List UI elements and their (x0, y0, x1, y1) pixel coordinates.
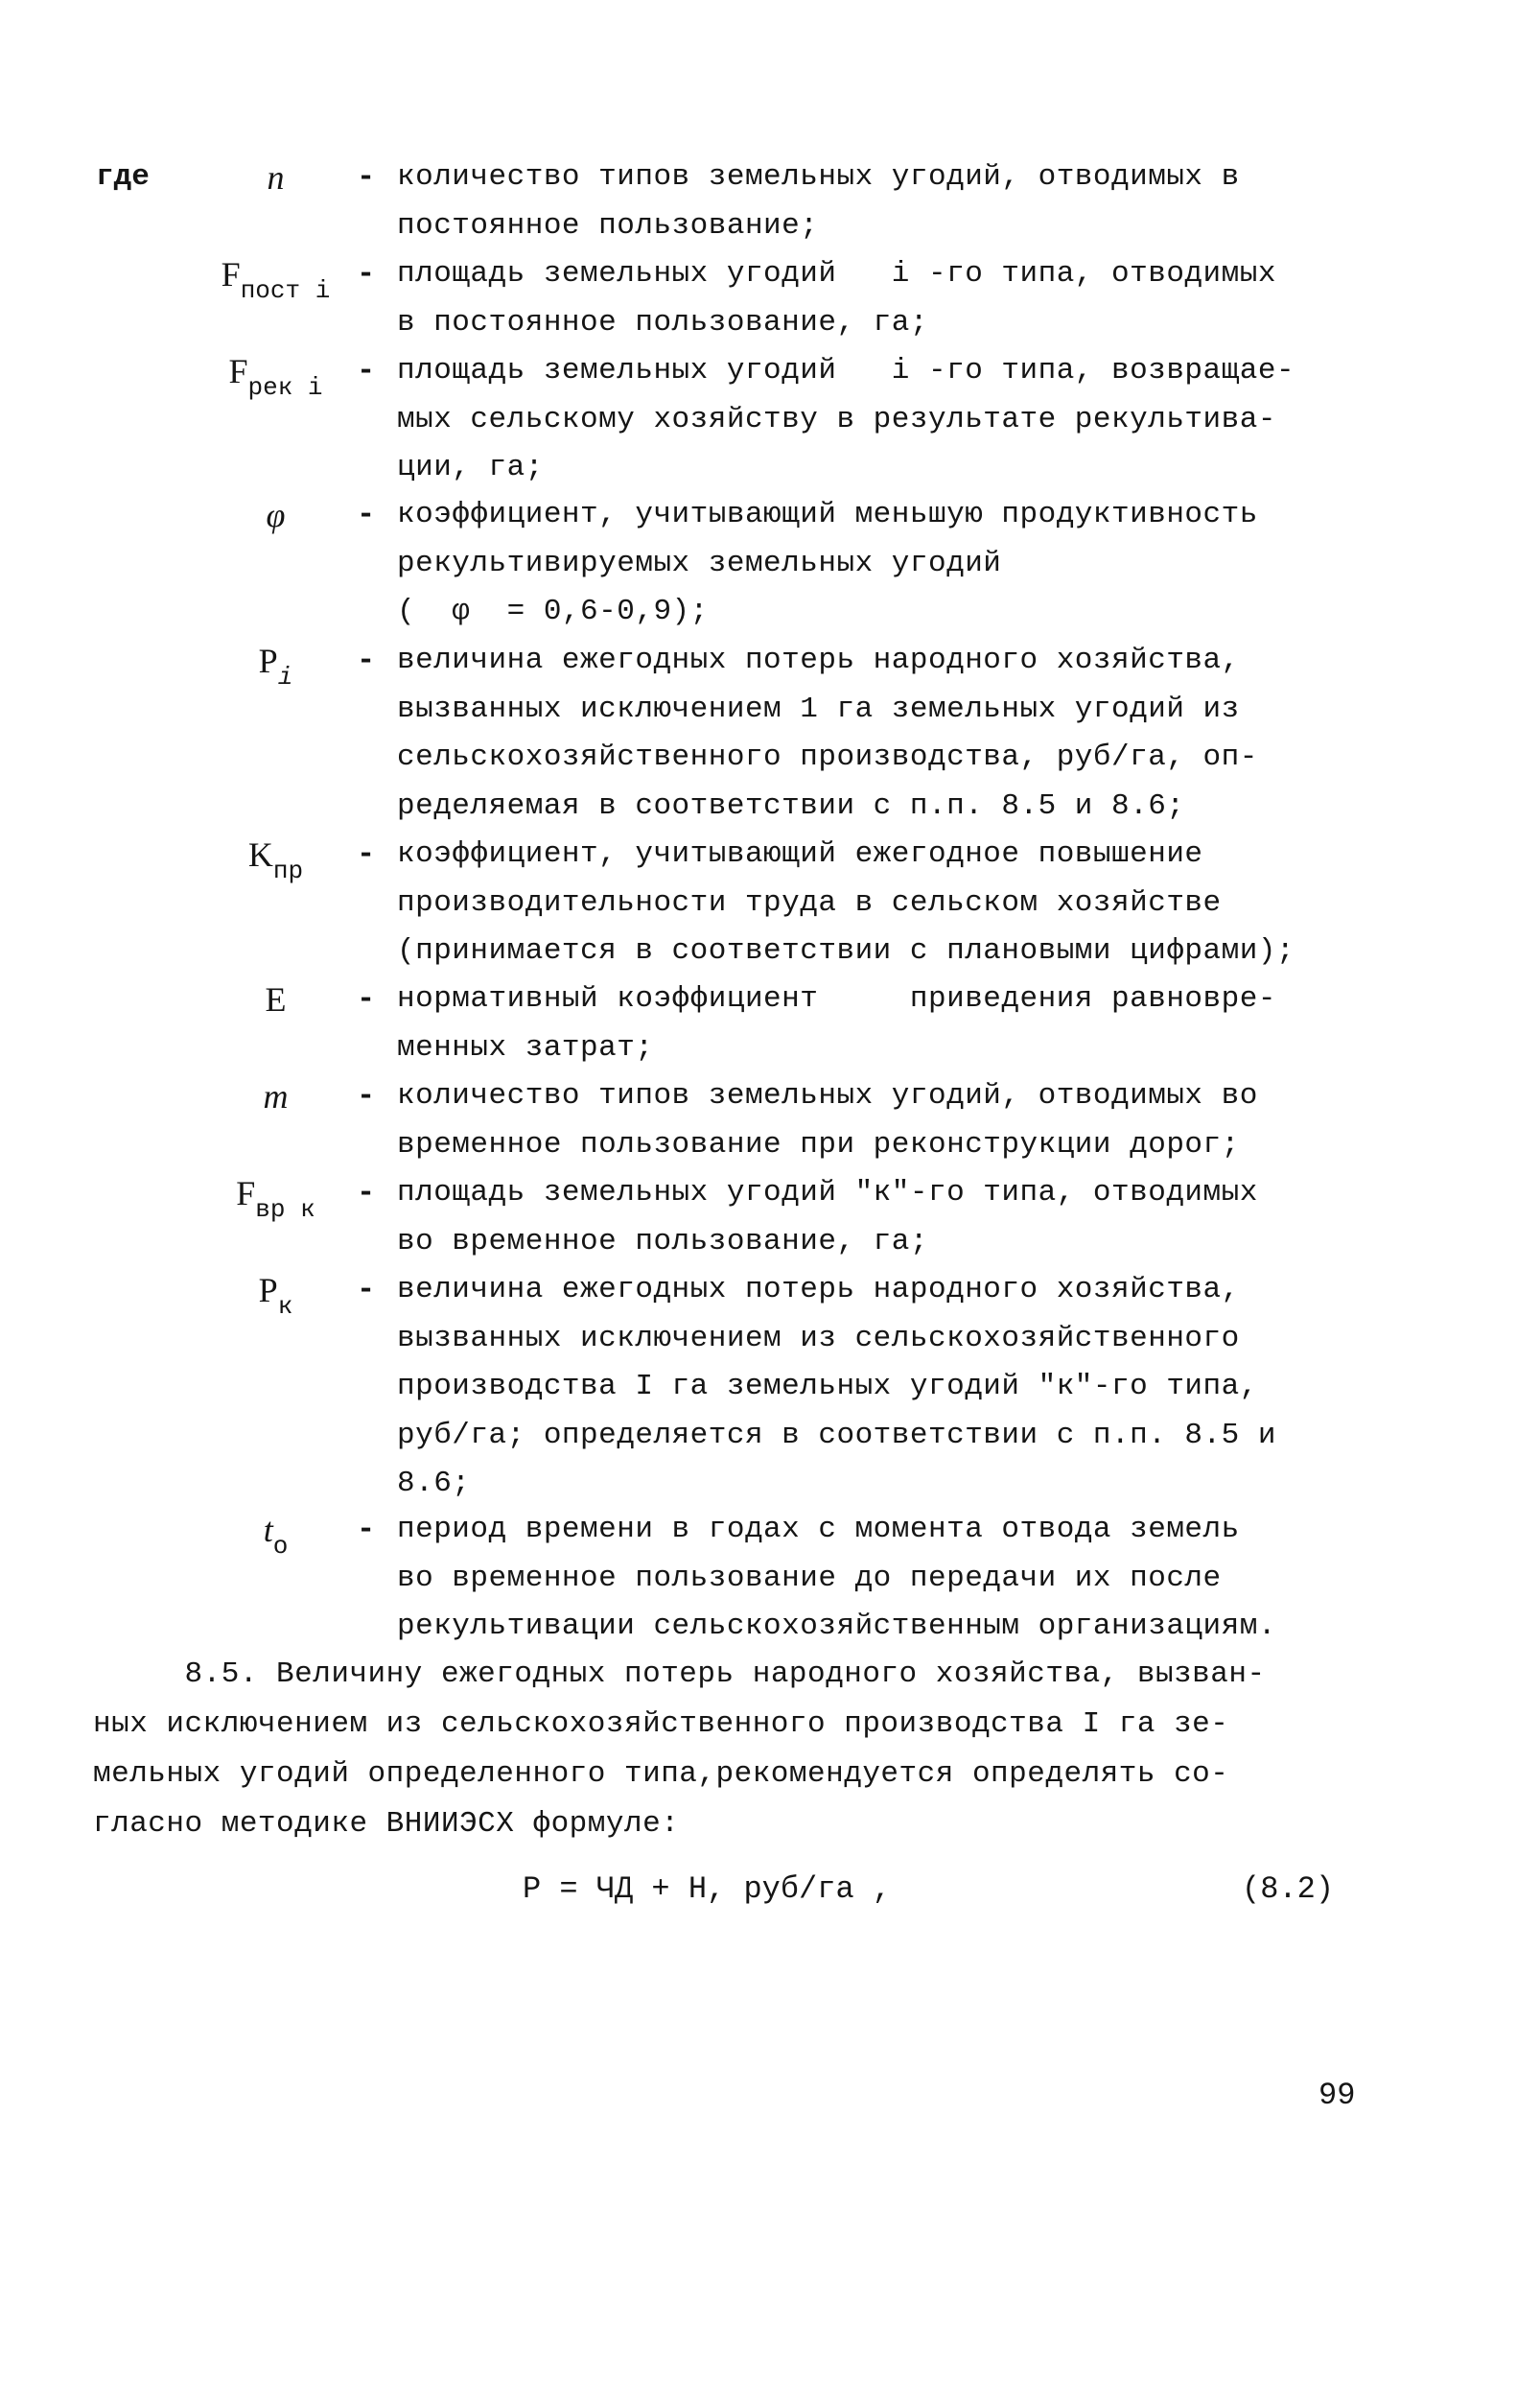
formula-expression: P = ЧД + Н, руб/га , (523, 1871, 892, 1907)
definition-text: величина ежегодных потерь народного хозяйства, вызванных исключением 1 га земельных угодий из сельскохозяйственного производства, руб/га, оп- ределяемая в соответствии с п.п. 8.5 и 8.6; (397, 644, 1258, 823)
definition-dash: - (357, 1272, 376, 1307)
definition-text: площадь земельных угодий i -го типа, отводимых в постоянное пользование, га; (397, 257, 1276, 340)
definition-dash: - (357, 1078, 376, 1114)
definition-text: площадь земельных угодий i -го типа, возвращае- мых сельскому хозяйству в результате рекультива- ции, га; (397, 354, 1295, 484)
definition-text: коэффициент, учитывающий ежегодное повышение производительности труда в сельском хозяйстве (принимается в соответствии с плановыми цифрами); (397, 837, 1295, 968)
definition-text: нормативный коэффициент приведения равновре- менных затрат; (397, 982, 1276, 1065)
definition-symbol: $P_i$ (258, 642, 293, 692)
definition-symbol: $P_к$ (258, 1271, 293, 1321)
definition-text: площадь земельных угодий "к"-го типа, отводимых во временное пользование, га; (397, 1176, 1258, 1258)
definition-symbol: $F_{вр к}$ (236, 1174, 315, 1224)
definition-symbol: E (265, 980, 287, 1019)
definition-symbol: n (267, 158, 285, 197)
definition-symbol: $F_{пост i}$ (221, 255, 331, 305)
definition-symbol: m (263, 1077, 289, 1116)
definition-symbol: $t_о$ (263, 1511, 289, 1561)
definition-text: величина ежегодных потерь народного хозяйства, вызванных исключением из сельскохозяйственного производства I га земельных угодий "к"-го типа, руб/га; определяется в соответствии с п.п. 8.5 и 8.6; (397, 1273, 1276, 1500)
definition-dash: - (357, 497, 376, 532)
definition-dash: - (357, 836, 376, 872)
page-number: 99 (1318, 2078, 1356, 2113)
formula-number: (8.2) (1242, 1871, 1335, 1907)
definition-dash: - (357, 159, 376, 195)
definition-text: коэффициент, учитывающий меньшую продуктивность рекультивируемых земельных угодий ( φ = 0,6-0,9); (397, 498, 1258, 628)
definition-dash: - (357, 643, 376, 678)
definition-text: количество типов земельных угодий, отводимых во временное пользование при реконструкции дорог; (397, 1079, 1258, 1162)
definition-dash: - (357, 981, 376, 1017)
definition-text: период времени в годах с момента отвода земель во временное пользование до передачи их после рекультивации сельскохозяйственным организациям. (397, 1513, 1276, 1643)
definition-dash: - (357, 1512, 376, 1547)
definition-symbol: $F_{рек i}$ (228, 352, 323, 402)
definition-text: количество типов земельных угодий, отводимых в постоянное пользование; (397, 160, 1240, 243)
definition-symbol: $K_{пр}$ (247, 835, 304, 885)
section-8-5-paragraph: 8.5. Величину ежегодных потерь народного хозяйства, вызван- ных исключением из сельскохозяйственного производства I га зе- мельных угодий определенного типа,рекомендуется определять со- гласно методике ВНИИЭСХ формуле: (93, 1657, 1266, 1841)
definition-dash: - (357, 353, 376, 388)
definition-dash: - (357, 256, 376, 292)
lead-word: где (96, 160, 150, 194)
definition-dash: - (357, 1175, 376, 1210)
definition-symbol: φ (266, 496, 286, 534)
